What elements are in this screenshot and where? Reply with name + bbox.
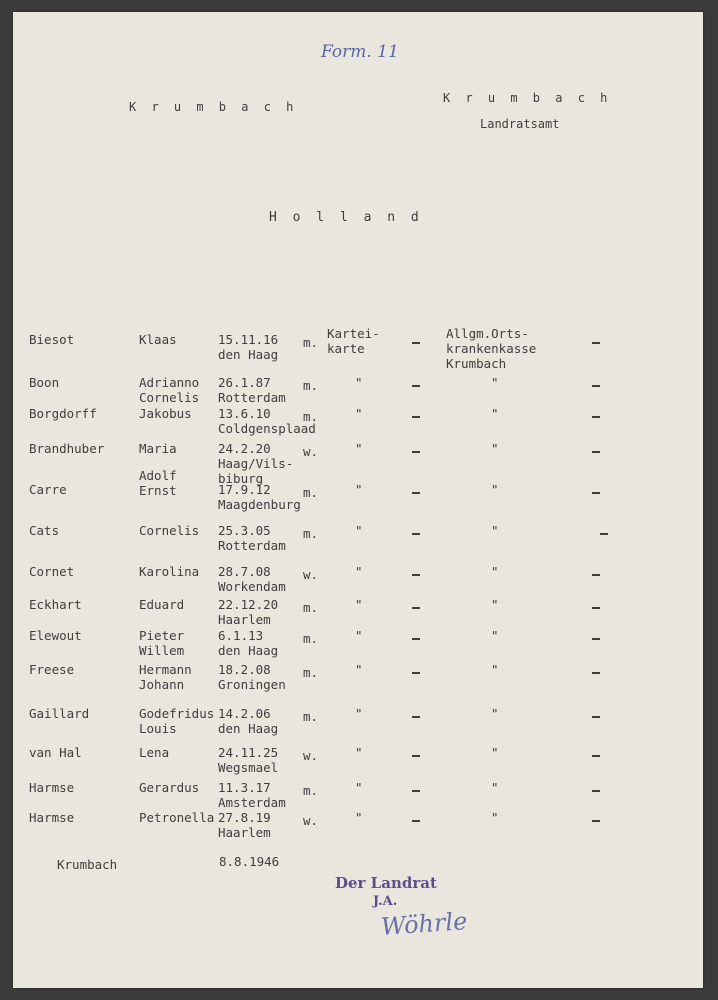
row-sex: m. xyxy=(303,409,319,424)
row-sex: m. xyxy=(303,783,319,798)
row-ditto-2: " xyxy=(491,564,499,579)
row-ditto-2: " xyxy=(491,482,499,497)
row-given-name: Lena xyxy=(139,745,170,760)
row-card-type: Kartei- karte xyxy=(327,326,380,356)
row-ditto-1: " xyxy=(355,523,363,538)
row-dash-2 xyxy=(592,755,600,757)
row-birth: 26.1.87 Rotterdam xyxy=(218,375,286,405)
row-dash-2 xyxy=(592,574,600,576)
row-dash-1 xyxy=(412,790,420,792)
row-dash-2 xyxy=(592,342,600,344)
row-sex: m. xyxy=(303,709,319,724)
row-dash-2 xyxy=(600,533,608,535)
row-dash-1 xyxy=(412,716,420,718)
row-birth: 6.1.13 den Haag xyxy=(218,628,279,658)
row-surname: van Hal xyxy=(29,745,82,760)
row-ditto-1: " xyxy=(355,662,363,677)
row-ditto-1: " xyxy=(355,780,363,795)
handwritten-signature: Wöhrle xyxy=(380,907,469,941)
row-ditto-1: " xyxy=(355,745,363,760)
row-surname: Borgdorff xyxy=(29,406,97,421)
row-birth: 17.9.12 Maagdenburg xyxy=(218,482,301,512)
footer-place: Krumbach xyxy=(57,857,118,872)
row-ditto-1: " xyxy=(355,628,363,643)
row-surname: Harmse xyxy=(29,780,75,795)
row-ditto-2: " xyxy=(491,662,499,677)
row-given-name: Gerardus xyxy=(139,780,200,795)
row-dash-2 xyxy=(592,385,600,387)
row-dash-2 xyxy=(592,790,600,792)
row-ditto-2: " xyxy=(491,597,499,612)
row-given-name: Adrianno Cornelis xyxy=(139,375,200,405)
row-ditto-1: " xyxy=(355,564,363,579)
row-given-name: Karolina xyxy=(139,564,200,579)
row-ditto-1: " xyxy=(355,597,363,612)
row-dash-1 xyxy=(412,607,420,609)
row-dash-2 xyxy=(592,638,600,640)
row-dash-1 xyxy=(412,492,420,494)
header-office: Landratsamt xyxy=(480,117,560,131)
row-surname: Gaillard xyxy=(29,706,90,721)
row-dash-1 xyxy=(412,533,420,535)
row-birth: 25.3.05 Rotterdam xyxy=(218,523,286,553)
row-dash-2 xyxy=(592,451,600,453)
row-birth: 22.12.20 Haarlem xyxy=(218,597,279,627)
document-page xyxy=(13,12,703,988)
row-birth: 11.3.17 Amsterdam xyxy=(218,780,286,810)
row-birth: 24.2.20 Haag/Vils- biburg xyxy=(218,441,294,486)
footer-date: 8.8.1946 xyxy=(219,854,280,869)
row-dash-1 xyxy=(412,416,420,418)
header-left-place: K r u m b a c h xyxy=(129,100,298,114)
row-given-name: Adolf Ernst xyxy=(139,468,177,498)
row-given-name: Godefridus Louis xyxy=(139,706,215,736)
row-ditto-2: " xyxy=(491,706,499,721)
row-sex: w. xyxy=(303,813,319,828)
row-insurance: Allgm.Orts- krankenkasse Krumbach xyxy=(446,326,537,371)
row-ditto-1: " xyxy=(355,406,363,421)
row-sex: m. xyxy=(303,485,319,500)
row-sex: m. xyxy=(303,378,319,393)
row-ditto-2: " xyxy=(491,441,499,456)
row-dash-1 xyxy=(412,342,420,344)
row-sex: w. xyxy=(303,748,319,763)
row-sex: w. xyxy=(303,444,319,459)
row-ditto-2: " xyxy=(491,628,499,643)
row-given-name: Eduard xyxy=(139,597,185,612)
row-surname: Brandhuber xyxy=(29,441,105,456)
row-surname: Biesot xyxy=(29,332,75,347)
row-dash-2 xyxy=(592,492,600,494)
row-birth: 13.6.10 Coldgensplaad xyxy=(218,406,316,436)
row-birth: 15.11.16 den Haag xyxy=(218,332,279,362)
row-surname: Carre xyxy=(29,482,67,497)
row-dash-2 xyxy=(592,607,600,609)
row-sex: m. xyxy=(303,631,319,646)
row-ditto-2: " xyxy=(491,810,499,825)
row-given-name: Maria xyxy=(139,441,177,456)
row-birth: 27.8.19 Haarlem xyxy=(218,810,271,840)
row-surname: Cats xyxy=(29,523,60,538)
row-sex: m. xyxy=(303,526,319,541)
document-title: H o l l a n d xyxy=(269,210,423,225)
row-ditto-2: " xyxy=(491,375,499,390)
row-dash-2 xyxy=(592,672,600,674)
row-surname: Freese xyxy=(29,662,75,677)
row-birth: 14.2.06 den Haag xyxy=(218,706,279,736)
row-sex: w. xyxy=(303,567,319,582)
row-given-name: Cornelis xyxy=(139,523,200,538)
row-ditto-1: " xyxy=(355,706,363,721)
row-birth: 24.11.25 Wegsmael xyxy=(218,745,279,775)
row-dash-2 xyxy=(592,820,600,822)
row-dash-1 xyxy=(412,672,420,674)
row-dash-1 xyxy=(412,385,420,387)
row-ditto-2: " xyxy=(491,745,499,760)
row-given-name: Petronella xyxy=(139,810,215,825)
row-dash-1 xyxy=(412,755,420,757)
row-dash-1 xyxy=(412,638,420,640)
row-sex: m. xyxy=(303,335,319,350)
row-given-name: Pieter Willem xyxy=(139,628,185,658)
row-ditto-1: " xyxy=(355,441,363,456)
row-surname: Eckhart xyxy=(29,597,82,612)
row-given-name: Jakobus xyxy=(139,406,192,421)
official-stamp-title: Der Landrat xyxy=(335,874,437,892)
row-ditto-1: " xyxy=(355,375,363,390)
row-surname: Cornet xyxy=(29,564,75,579)
row-ditto-2: " xyxy=(491,523,499,538)
row-given-name: Klaas xyxy=(139,332,177,347)
row-birth: 18.2.08 Groningen xyxy=(218,662,286,692)
row-surname: Harmse xyxy=(29,810,75,825)
row-ditto-1: " xyxy=(355,810,363,825)
row-sex: m. xyxy=(303,665,319,680)
row-birth: 28.7.08 Workendam xyxy=(218,564,286,594)
handwritten-form-note: Form. 11 xyxy=(321,42,399,62)
row-sex: m. xyxy=(303,600,319,615)
row-dash-2 xyxy=(592,416,600,418)
row-dash-1 xyxy=(412,451,420,453)
official-stamp-ia: J.A. xyxy=(373,894,398,909)
header-right-place: K r u m b a c h xyxy=(443,91,612,105)
row-surname: Boon xyxy=(29,375,60,390)
row-ditto-2: " xyxy=(491,780,499,795)
row-ditto-1: " xyxy=(355,482,363,497)
row-given-name: Hermann Johann xyxy=(139,662,192,692)
row-dash-1 xyxy=(412,820,420,822)
row-surname: Elewout xyxy=(29,628,82,643)
row-dash-2 xyxy=(592,716,600,718)
row-ditto-2: " xyxy=(491,406,499,421)
row-dash-1 xyxy=(412,574,420,576)
